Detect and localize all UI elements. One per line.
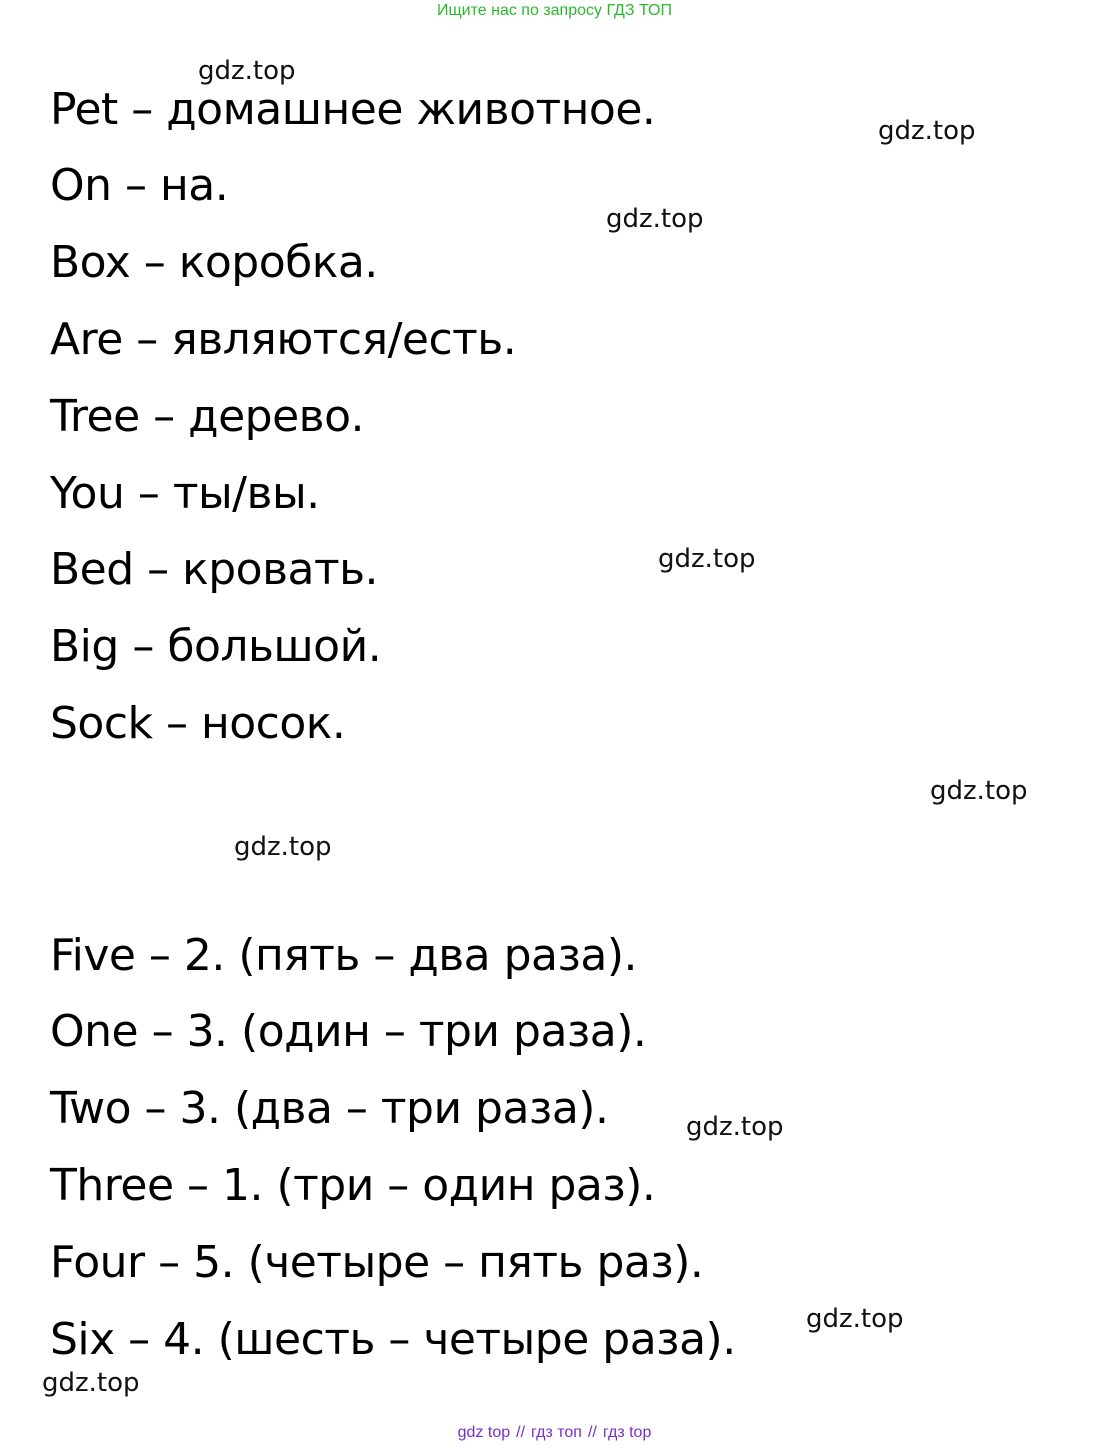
count-line: Four – 5. (четыре – пять раз). [50,1237,704,1288]
footer-part: гдз топ [531,1424,582,1441]
count-line: One – 3. (один – три раза). [50,1006,647,1057]
vocab-line: Bed – кровать. [50,544,379,595]
watermark: gdz.top [42,1368,140,1398]
vocab-line: Big – большой. [50,621,382,672]
watermark: gdz.top [658,544,756,574]
top-banner: Ищите нас по запросу ГДЗ ТОП [437,2,672,19]
footer-part: gdz top [457,1424,511,1441]
vocab-line: Sock – носок. [50,698,346,749]
watermark: gdz.top [606,204,704,234]
watermark: gdz.top [234,832,332,862]
count-line: Five – 2. (пять – два раза). [50,930,638,981]
watermark: gdz.top [930,776,1028,806]
watermark: gdz.top [686,1112,784,1142]
vocab-line: Box – коробка. [50,237,378,288]
vocab-line: Tree – дерево. [50,391,364,442]
bottom-footer [0,1424,1109,1442]
count-line: Three – 1. (три – один раз). [50,1160,656,1211]
vocab-line: Pet – домашнее животное. [50,84,656,135]
watermark: gdz.top [806,1304,904,1334]
vocab-line: On – на. [50,160,229,211]
footer-separator: // [516,1424,526,1441]
count-line: Two – 3. (два – три раза). [50,1083,609,1134]
footer-separator: // [587,1424,597,1441]
vocab-line: You – ты/вы. [50,468,320,519]
footer-part: гдз top [602,1424,652,1441]
vocab-line: Are – являются/есть. [50,314,517,365]
watermark: gdz.top [198,56,296,86]
watermark: gdz.top [878,116,976,146]
count-line: Six – 4. (шесть – четыре раза). [50,1314,736,1365]
